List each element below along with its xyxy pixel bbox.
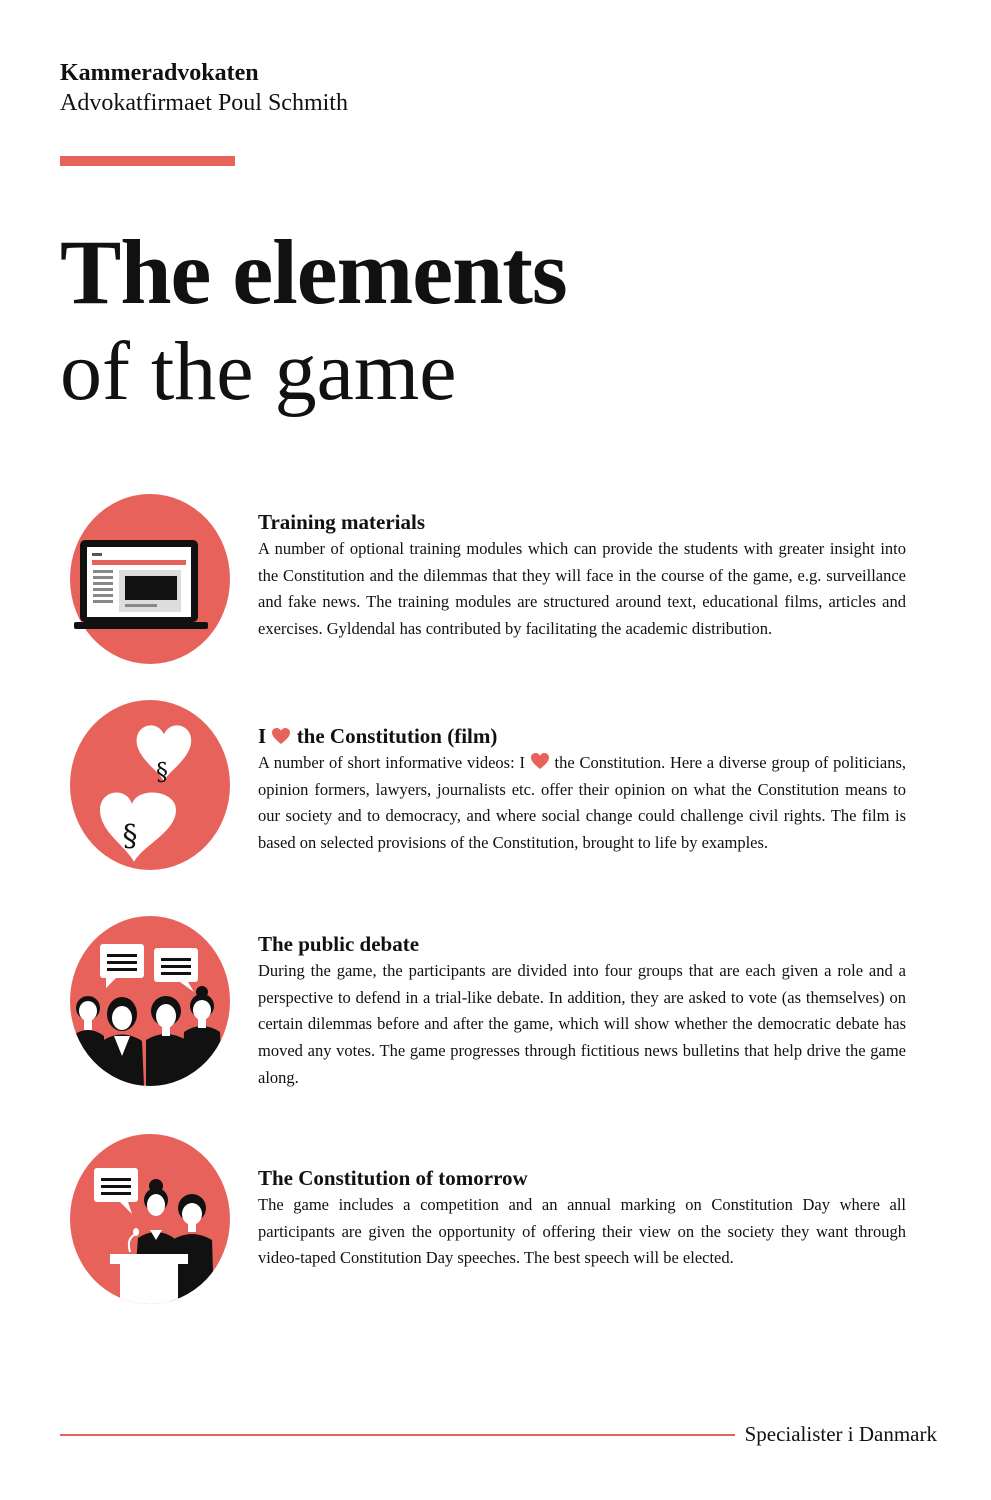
section-title [258,722,906,750]
title-line-2: of the game [60,325,457,418]
org-name: Kammeradvokaten [60,60,259,86]
title-prefix: I [258,724,267,748]
org-subtitle: Advokatfirmaet Poul Schmith [60,90,348,116]
section-body: During the game, the participants are divided into four groups that are each given a role and a perspective to defend in a trial-like debate. In addition, they are asked to vote (as themselves) on certain dilemmas before and after the game, which will show whether the democratic debate has moved any votes. The game progresses through fictitious news bulletins that help drive the game along. [258,961,906,1087]
section-title: The public debate [258,932,420,956]
footer-tagline: Specialister i Danmark [744,1422,937,1446]
debate-group-icon [70,916,230,1086]
hearts-paragraph-icon [70,700,230,870]
svg-text:§: § [156,758,168,786]
heart-icon [530,752,550,770]
title-line-1: The elements [60,221,567,323]
section-title: Training materials [258,510,426,534]
laptop-icon [70,494,230,664]
svg-text:§: § [122,819,138,854]
body-prefix: A number of short informative videos: I [258,753,525,772]
section-body: A number of optional training modules which can provide the students with greater insight into the Constitution and the dilemmas that they will face in the course of the game, e.g. surveillance and fake news. The training modules are structured around text, educational films, articles and exercises. Gyldendal has contributed by facilitating the academic distribution. [258,539,906,639]
heart-icon [271,727,291,745]
page-title [60,222,567,422]
section-body [258,750,906,857]
header [60,58,348,118]
footer-divider [60,1434,735,1436]
body-suffix: the Constitution. Here a diverse group of politicians, opinion formers, lawyers, journalists etc. offer their opinion on what the Constitution means to our society and to democracy, and where social change could challenge civil rights. The film is based on selected provisions of the Constitution, brought to life by examples. [258,753,906,853]
speech-podium-icon [70,1134,230,1304]
title-suffix: the Constitution (film) [296,724,498,748]
section-body: The game includes a competition and an annual marking on Constitution Day where all participants are given the opportunity of offering their view on the society they want through video-taped Constitution Day speeches. The best speech will be elected. [258,1195,906,1268]
accent-bar [60,156,235,166]
section-title: The Constitution of tomorrow [258,1166,528,1190]
